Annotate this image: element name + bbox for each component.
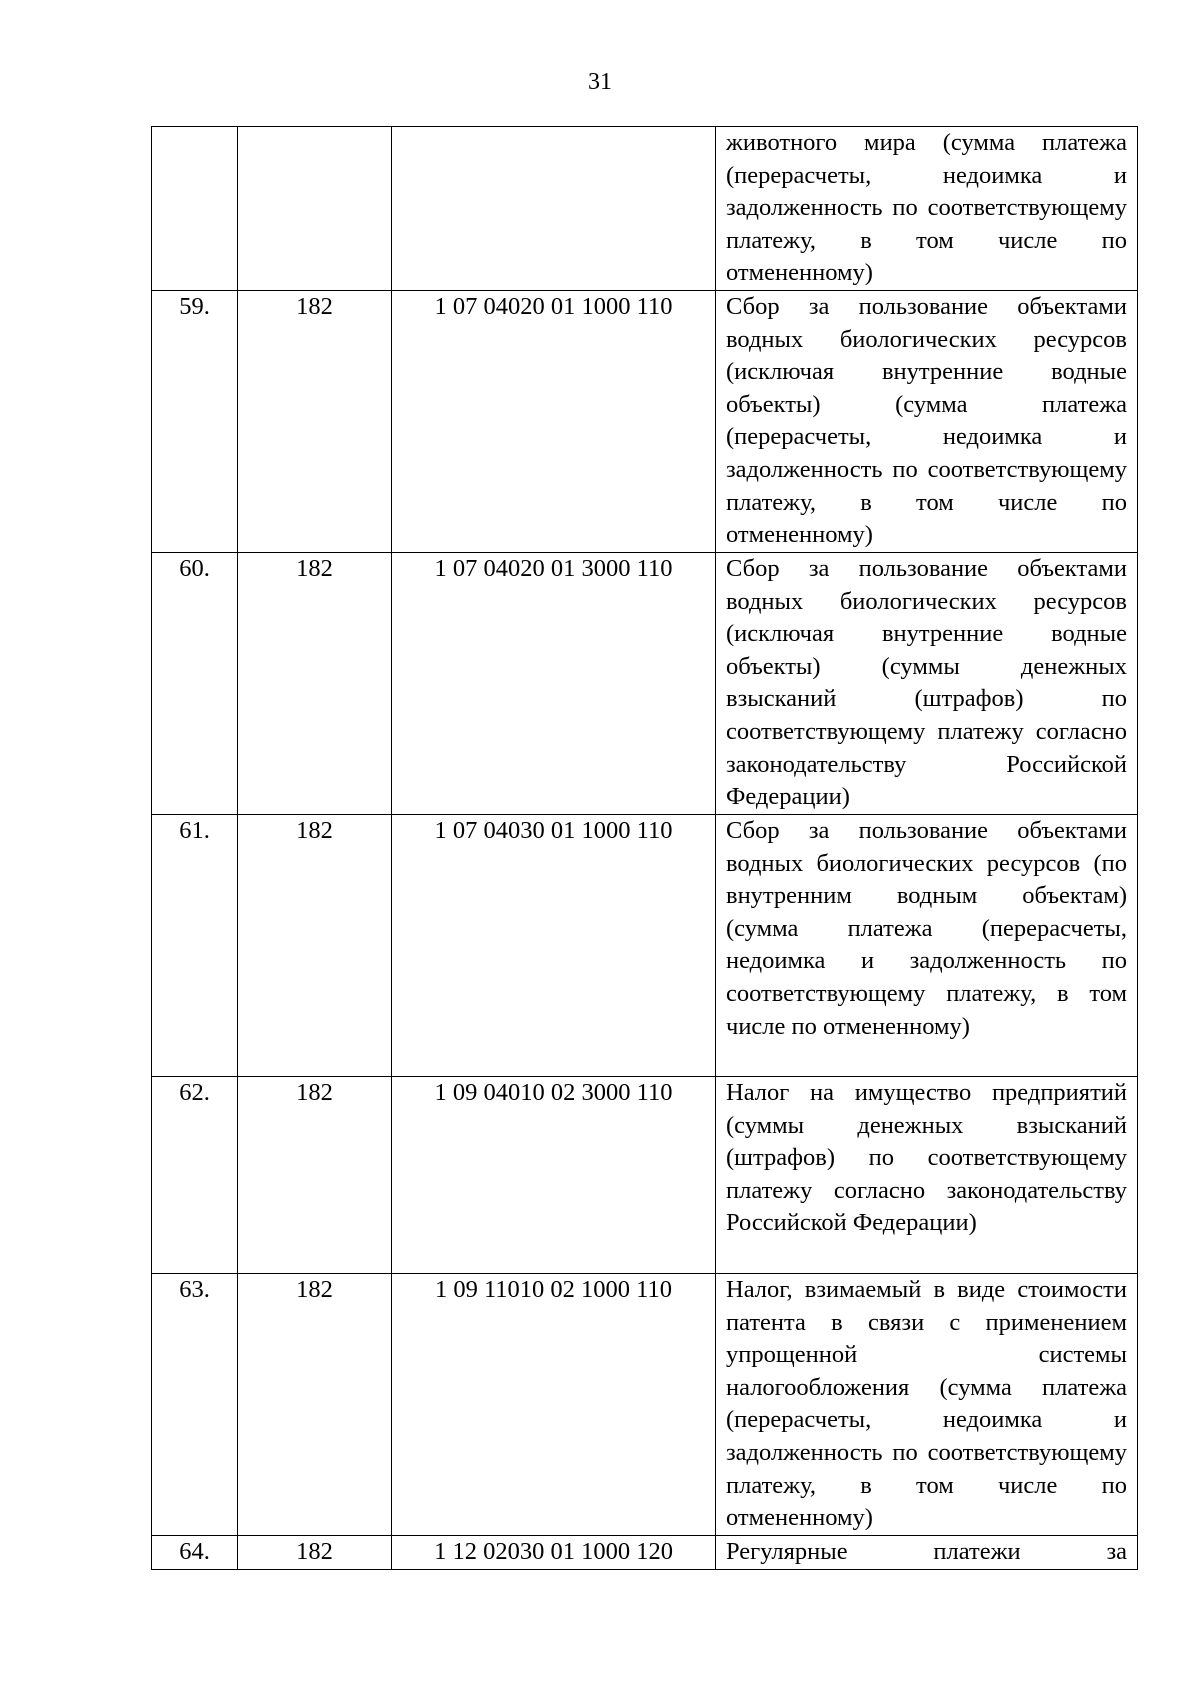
admin-code-cell: 182 [238,1077,392,1274]
admin-code-cell: 182 [238,1536,392,1570]
table-row [152,127,1138,291]
table-row [152,815,1138,1077]
table-row [152,553,1138,815]
budget-code-cell: 1 07 04030 01 1000 110 [392,815,716,1077]
row-number-cell: 59. [152,291,238,553]
description-cell: Налог на имущество предприятий (суммы денежных взысканий (штрафов) по соответствующему платежу согласно законодательству Российской Федерации) [716,1077,1138,1274]
revenue-codes-table [151,126,1138,1570]
description-cell: Налог, взимаемый в виде стоимости патента в связи с применением упрощенной системы налогообложения (сумма платежа (перерасчеты, недоимка и задолженность по соответствующему платежу, в том числе по отмененному) [716,1274,1138,1536]
row-number-cell: 61. [152,815,238,1077]
budget-code-cell: 1 09 11010 02 1000 110 [392,1274,716,1536]
budget-code-cell: 1 12 02030 01 1000 120 [392,1536,716,1570]
row-number-cell: 60. [152,553,238,815]
budget-code-cell [392,127,716,291]
table-row [152,291,1138,553]
admin-code-cell: 182 [238,553,392,815]
budget-code-cell: 1 09 04010 02 3000 110 [392,1077,716,1274]
admin-code-cell: 182 [238,815,392,1077]
admin-code-cell: 182 [238,291,392,553]
budget-code-cell: 1 07 04020 01 3000 110 [392,553,716,815]
table-row [152,1274,1138,1536]
description-cell: Сбор за пользование объектами водных биологических ресурсов (исключая внутренние водные объекты) (суммы денежных взысканий (штрафов) по соответствующему платежу согласно законодательству Российской Федерации) [716,553,1138,815]
table-row [152,1077,1138,1274]
row-number-cell [152,127,238,291]
description-cell: Сбор за пользование объектами водных биологических ресурсов (исключая внутренние водные объекты) (сумма платежа (перерасчеты, недоимка и задолженность по соответствующему платежу, в том числе по отмененному) [716,291,1138,553]
table-row [152,1536,1138,1570]
description-cell: животного мира (сумма платежа (перерасчеты, недоимка и задолженность по соответствующему платежу, в том числе по отмененному) [716,127,1138,291]
description-cell: Сбор за пользование объектами водных биологических ресурсов (по внутренним водным объектам) (сумма платежа (перерасчеты, недоимка и задолженность по соответствующему платежу, в том числе по отмененному) [716,815,1138,1077]
page-number: 31 [588,69,612,95]
row-number-cell: 62. [152,1077,238,1274]
row-number-cell: 63. [152,1274,238,1536]
admin-code-cell: 182 [238,1274,392,1536]
admin-code-cell [238,127,392,291]
budget-code-cell: 1 07 04020 01 1000 110 [392,291,716,553]
row-number-cell: 64. [152,1536,238,1570]
description-cell: Регулярные платежи за [716,1536,1138,1570]
